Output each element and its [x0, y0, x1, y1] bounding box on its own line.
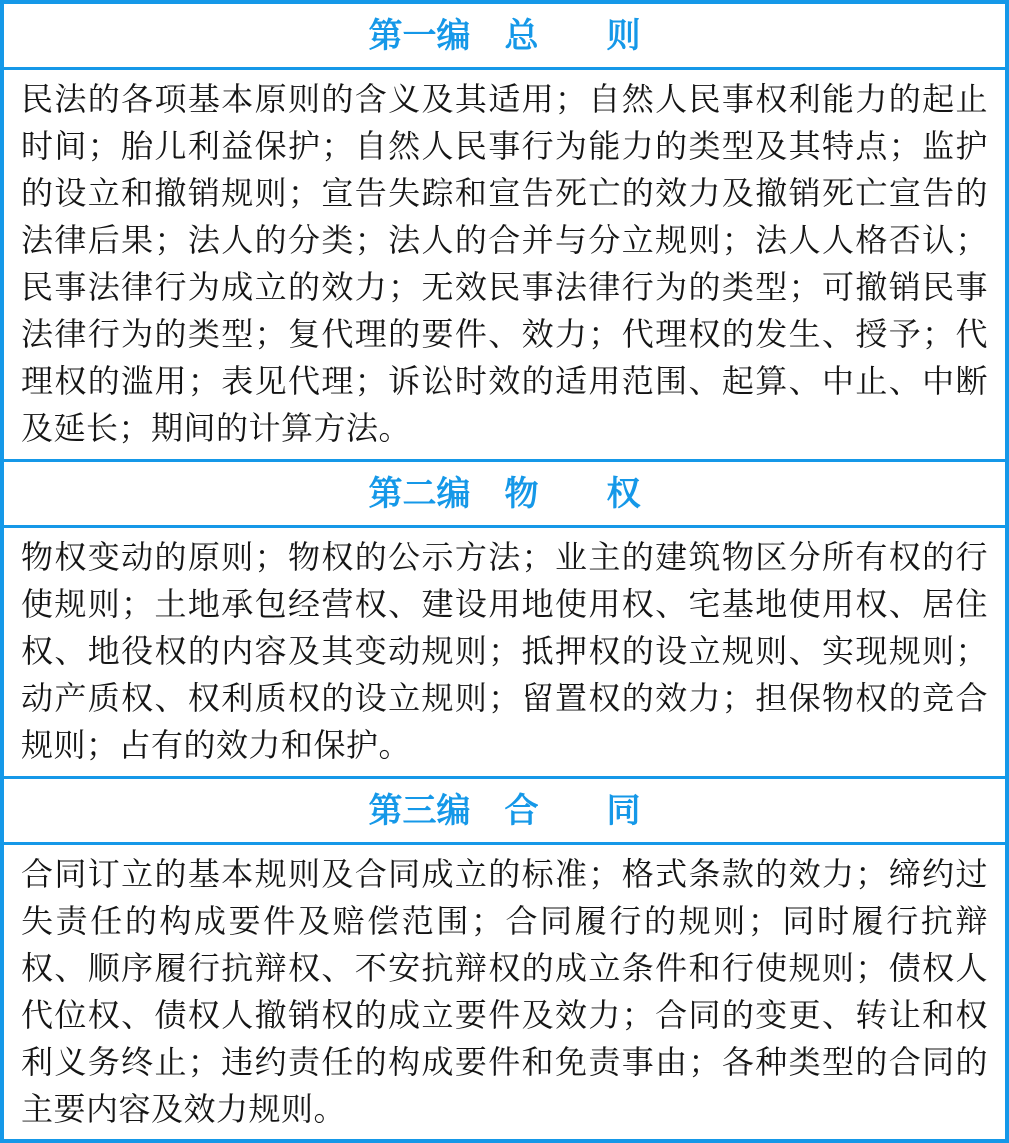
- section-part-3: [4, 779, 1005, 1140]
- part-3-heading: 第三编 合 同: [4, 779, 1005, 845]
- part-2-body-text: 物权变动的原则；物权的公示方法；业主的建筑物区分所有权的行使规则；土地承包经营权、建设用地使用权、宅基地使用权、居住权、地役权的内容及其变动规则；抵押权的设立规则、实现规则；动产质权、权利质权的设立规则；留置权的效力；担保物权的竞合规则；占有的效力和保护。: [4, 528, 1005, 779]
- part-2-heading: 第二编 物 权: [4, 462, 1005, 528]
- section-part-2: [4, 462, 1005, 779]
- part-1-heading: 第一编 总 则: [4, 4, 1005, 70]
- section-part-1: [4, 4, 1005, 462]
- part-1-body-text: 民法的各项基本原则的含义及其适用；自然人民事权利能力的起止时间；胎儿利益保护；自然人民事行为能力的类型及其特点；监护的设立和撤销规则；宣告失踪和宣告死亡的效力及撤销死亡宣告的法律后果；法人的分类；法人的合并与分立规则；法人人格否认；民事法律行为成立的效力；无效民事法律行为的类型；可撤销民事法律行为的类型；复代理的要件、效力；代理权的发生、授予；代理权的滥用；表见代理；诉讼时效的适用范围、起算、中止、中断及延长；期间的计算方法。: [4, 70, 1005, 462]
- part-3-body-text: 合同订立的基本规则及合同成立的标准；格式条款的效力；缔约过失责任的构成要件及赔偿范围；合同履行的规则；同时履行抗辩权、顺序履行抗辩权、不安抗辩权的成立条件和行使规则；债权人代位权、债权人撤销权的成立要件及效力；合同的变更、转让和权利义务终止；违约责任的构成要件和免责事由；各种类型的合同的主要内容及效力规则。: [21, 856, 988, 1127]
